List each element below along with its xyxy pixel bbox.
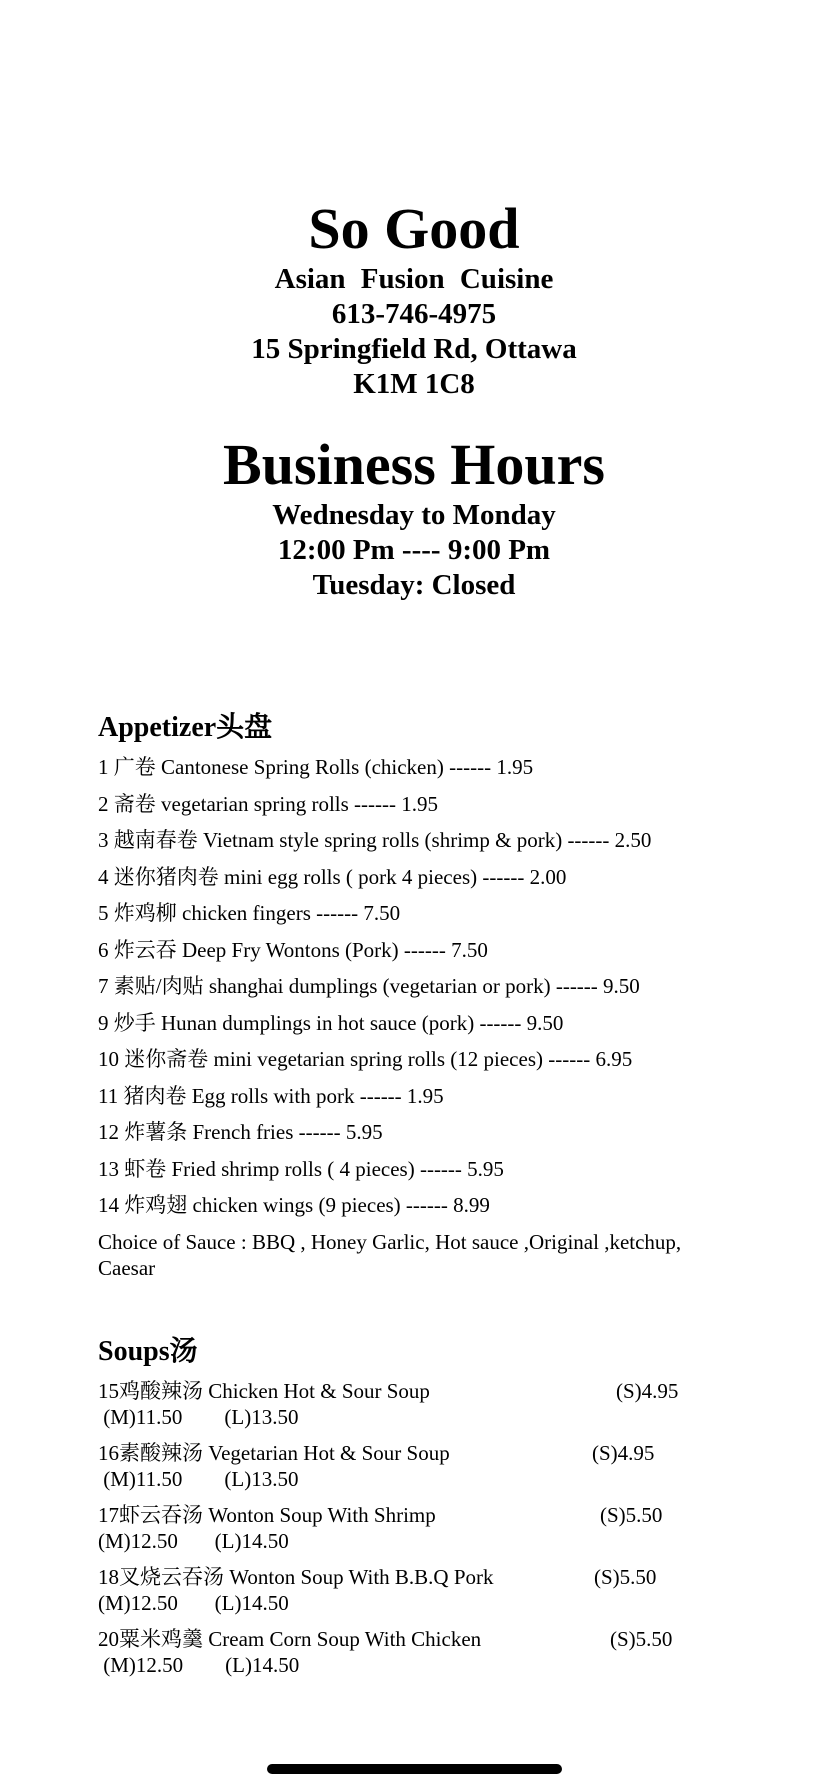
business-hours-title: Business Hours [223, 432, 605, 497]
soup-item [98, 1626, 798, 1688]
menu-item: 11 猪肉卷 Egg rolls with pork ------ 1.95 [98, 1083, 444, 1108]
soups-section [98, 1334, 798, 1688]
restaurant-name: So Good [308, 196, 520, 261]
appetizer-section-title: Appetizer头盘 [98, 712, 273, 743]
menu-item: 6 炸云吞 Deep Fry Wontons (Pork) ------ 7.50 [98, 937, 488, 962]
soup-item [98, 1502, 798, 1564]
soup-name: 15鸡酸辣汤 Chicken Hot & Sour Soup [98, 1379, 430, 1403]
menu-item: 3 越南春卷 Vietnam style spring rolls (shrimp & pork) ------ 2.50 [98, 828, 652, 852]
soup-name: 17虾云吞汤 Wonton Soup With Shrimp [98, 1503, 436, 1527]
menu-item: 9 炒手 Hunan dumplings in hot sauce (pork) ------ 9.50 [98, 1010, 564, 1035]
menu-item: 2 斋卷 vegetarian spring rolls ------ 1.95 [98, 791, 438, 816]
soup-name: 18叉烧云吞汤 Wonton Soup With B.B.Q Pork [98, 1565, 494, 1589]
soup-item [98, 1440, 798, 1502]
menu-item: 1 广卷 Cantonese Spring Rolls (chicken) ------ 1.95 [98, 755, 534, 779]
home-indicator[interactable] [267, 1764, 562, 1774]
closed-day: Tuesday: Closed [312, 569, 516, 601]
menu-item: 4 迷你猪肉卷 mini egg rolls ( pork 4 pieces) ------ 2.00 [98, 864, 567, 889]
restaurant-subtitle: Asian Fusion Cuisine [274, 263, 554, 295]
soup-small-price: (S)5.50 [610, 1627, 673, 1651]
soup-name: 20粟米鸡羹 Cream Corn Soup With Chicken [98, 1627, 482, 1651]
soup-item [98, 1564, 798, 1626]
restaurant-postal-code: K1M 1C8 [353, 368, 475, 400]
soups-section-title: Soups汤 [98, 1336, 198, 1367]
menu-item: 5 炸鸡柳 chicken fingers ------ 7.50 [98, 901, 401, 925]
restaurant-header [0, 196, 828, 402]
menu-item: 7 素贴/肉贴 shanghai dumplings (vegetarian or pork) ------ 9.50 [98, 974, 640, 998]
business-hours [0, 432, 828, 603]
business-days: Wednesday to Monday [272, 499, 556, 531]
soup-size-prices: (M)11.50 (L)13.50 [98, 1405, 299, 1429]
soup-small-price: (S)5.50 [600, 1503, 663, 1527]
menu-item: 12 炸薯条 French fries ------ 5.95 [98, 1120, 383, 1144]
soup-item [98, 1378, 798, 1440]
soup-size-prices: (M)11.50 (L)13.50 [98, 1467, 299, 1491]
soup-small-price: (S)5.50 [594, 1565, 657, 1589]
soup-small-price: (S)4.95 [592, 1441, 655, 1465]
appetizer-section [98, 710, 798, 1281]
soup-size-prices: (M)12.50 (L)14.50 [98, 1591, 289, 1615]
restaurant-address: 15 Springfield Rd, Ottawa [251, 333, 577, 365]
menu-item: 14 炸鸡翅 chicken wings (9 pieces) ------ 8.99 [98, 1193, 490, 1217]
soup-small-price: (S)4.95 [616, 1379, 679, 1403]
menu-item: 10 迷你斋卷 mini vegetarian spring rolls (12 pieces) ------ 6.95 [98, 1047, 633, 1071]
soup-size-prices: (M)12.50 (L)14.50 [98, 1529, 289, 1553]
business-time: 12:00 Pm ---- 9:00 Pm [277, 534, 551, 566]
sauce-choice-note: Choice of Sauce : BBQ , Honey Garlic, Hot sauce ,Original ,ketchup, Caesar [98, 1229, 682, 1280]
restaurant-phone: 613-746-4975 [331, 298, 497, 330]
soup-size-prices: (M)12.50 (L)14.50 [98, 1653, 300, 1677]
soup-name: 16素酸辣汤 Vegetarian Hot & Sour Soup [98, 1441, 450, 1465]
menu-item: 13 虾卷 Fried shrimp rolls ( 4 pieces) ------ 5.95 [98, 1156, 504, 1181]
